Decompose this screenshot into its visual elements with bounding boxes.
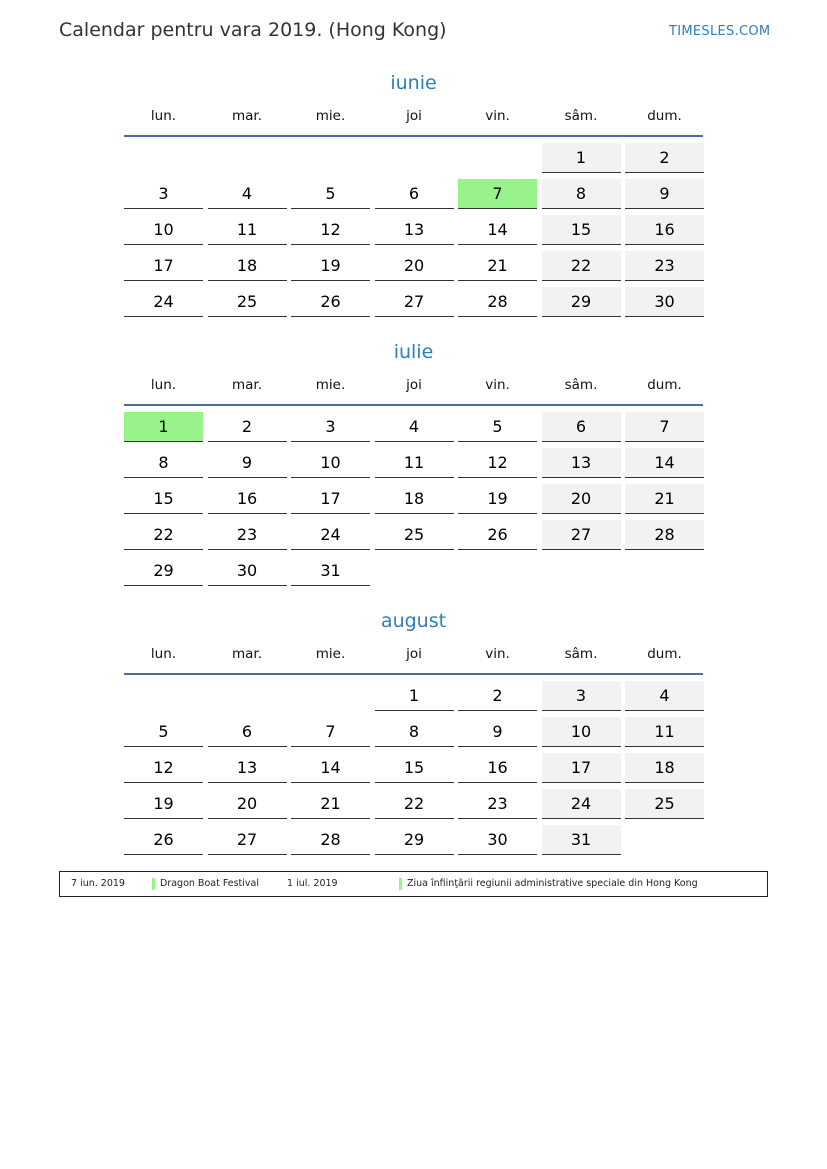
weekday-label: vin. (485, 646, 510, 662)
day-cell[interactable]: 1 (375, 681, 454, 711)
holiday-color-marker (399, 878, 402, 890)
weekday-label: dum. (647, 646, 682, 662)
month-title: iulie (393, 341, 434, 363)
day-cell[interactable]: 6 (208, 717, 287, 747)
day-cell[interactable]: 8 (542, 179, 621, 209)
day-cell[interactable]: 9 (208, 448, 287, 478)
day-cell[interactable]: 23 (458, 789, 537, 819)
legend-holiday-name: Dragon Boat Festival (160, 878, 260, 889)
month-title: august (380, 610, 447, 632)
day-cell[interactable]: 8 (124, 448, 203, 478)
day-cell[interactable]: 8 (375, 717, 454, 747)
weekday-label: joi (406, 646, 422, 662)
day-cell[interactable]: 12 (458, 448, 537, 478)
day-cell[interactable]: 29 (375, 825, 454, 855)
day-cell[interactable]: 11 (375, 448, 454, 478)
day-cell[interactable]: 21 (625, 484, 704, 514)
day-cell[interactable]: 20 (208, 789, 287, 819)
day-cell[interactable]: 17 (124, 251, 203, 281)
day-cell[interactable]: 14 (625, 448, 704, 478)
day-cell[interactable]: 4 (208, 179, 287, 209)
day-cell[interactable]: 25 (208, 287, 287, 317)
day-cell[interactable]: 6 (375, 179, 454, 209)
holiday-day-cell[interactable]: 1 (124, 412, 203, 442)
day-cell[interactable]: 27 (375, 287, 454, 317)
holiday-legend (59, 871, 768, 897)
day-cell[interactable]: 31 (291, 556, 370, 586)
day-cell[interactable]: 10 (542, 717, 621, 747)
day-cell[interactable]: 29 (124, 556, 203, 586)
day-cell[interactable]: 17 (291, 484, 370, 514)
day-cell[interactable]: 11 (208, 215, 287, 245)
weekday-label: joi (406, 377, 422, 393)
day-cell[interactable]: 7 (291, 717, 370, 747)
weekday-label: mie. (315, 108, 346, 124)
day-cell[interactable]: 3 (542, 681, 621, 711)
weekday-label: mar. (231, 646, 263, 662)
weekday-label: lun. (150, 108, 177, 124)
weekday-label: mar. (231, 377, 263, 393)
day-cell[interactable]: 13 (542, 448, 621, 478)
day-cell[interactable]: 15 (542, 215, 621, 245)
day-cell[interactable]: 22 (375, 789, 454, 819)
day-cell[interactable]: 4 (625, 681, 704, 711)
day-cell[interactable]: 1 (542, 143, 621, 173)
day-cell[interactable]: 24 (124, 287, 203, 317)
weekday-header (124, 97, 703, 137)
day-cell[interactable]: 14 (291, 753, 370, 783)
day-cell[interactable]: 19 (458, 484, 537, 514)
weekday-label: lun. (150, 646, 177, 662)
day-cell[interactable]: 25 (375, 520, 454, 550)
day-cell[interactable]: 19 (124, 789, 203, 819)
day-cell[interactable]: 18 (375, 484, 454, 514)
day-cell[interactable]: 9 (625, 179, 704, 209)
day-cell[interactable]: 4 (375, 412, 454, 442)
weekday-label: joi (406, 108, 422, 124)
day-cell[interactable]: 18 (625, 753, 704, 783)
holiday-color-marker (152, 878, 155, 890)
day-cell[interactable]: 17 (542, 753, 621, 783)
weekday-label: mie. (315, 377, 346, 393)
day-cell[interactable]: 15 (124, 484, 203, 514)
day-cell[interactable]: 28 (291, 825, 370, 855)
page-title: Calendar pentru vara 2019. (Hong Kong) (59, 19, 447, 41)
day-cell[interactable]: 22 (124, 520, 203, 550)
day-cell[interactable]: 18 (208, 251, 287, 281)
day-cell[interactable]: 28 (458, 287, 537, 317)
weekday-header (124, 366, 703, 406)
day-cell[interactable]: 28 (625, 520, 704, 550)
day-cell[interactable]: 15 (375, 753, 454, 783)
day-cell[interactable]: 2 (208, 412, 287, 442)
day-cell[interactable]: 2 (458, 681, 537, 711)
day-cell[interactable]: 27 (542, 520, 621, 550)
day-cell[interactable]: 24 (291, 520, 370, 550)
day-cell[interactable]: 25 (625, 789, 704, 819)
weekday-label: mie. (315, 646, 346, 662)
legend-date: 1 iul. 2019 (287, 878, 338, 889)
day-cell[interactable]: 12 (291, 215, 370, 245)
day-cell[interactable]: 11 (625, 717, 704, 747)
brand-link[interactable]: TIMESLES.COM (669, 24, 771, 39)
weekday-label: lun. (150, 377, 177, 393)
day-cell[interactable]: 5 (124, 717, 203, 747)
day-cell[interactable]: 16 (208, 484, 287, 514)
day-cell[interactable]: 7 (625, 412, 704, 442)
day-cell[interactable]: 6 (542, 412, 621, 442)
day-cell[interactable]: 31 (542, 825, 621, 855)
day-cell[interactable]: 23 (625, 251, 704, 281)
day-cell[interactable]: 10 (291, 448, 370, 478)
day-cell[interactable]: 30 (458, 825, 537, 855)
legend-date: 7 iun. 2019 (71, 878, 125, 889)
day-cell[interactable]: 26 (291, 287, 370, 317)
day-cell[interactable]: 27 (208, 825, 287, 855)
weekday-label: dum. (647, 377, 682, 393)
day-cell[interactable]: 10 (124, 215, 203, 245)
day-cell[interactable]: 20 (375, 251, 454, 281)
month-block-august (124, 607, 703, 849)
month-title: iunie (390, 72, 437, 94)
day-cell[interactable]: 12 (124, 753, 203, 783)
month-block-june (124, 69, 703, 311)
weekday-label: sâm. (564, 377, 598, 393)
day-cell[interactable]: 22 (542, 251, 621, 281)
day-cell[interactable]: 13 (208, 753, 287, 783)
weekday-label: dum. (647, 108, 682, 124)
day-cell[interactable]: 5 (458, 412, 537, 442)
day-cell[interactable]: 26 (458, 520, 537, 550)
day-cell[interactable]: 20 (542, 484, 621, 514)
weekday-label: vin. (485, 377, 510, 393)
day-cell[interactable]: 21 (458, 251, 537, 281)
month-block-july (124, 338, 703, 580)
weekday-label: sâm. (564, 108, 598, 124)
weekday-header (124, 635, 703, 675)
day-cell[interactable]: 3 (291, 412, 370, 442)
day-cell[interactable]: 16 (458, 753, 537, 783)
day-cell[interactable]: 9 (458, 717, 537, 747)
legend-holiday-name: Ziua înfiinţării regiunii administrative speciale din Hong Kong (407, 878, 698, 889)
day-cell[interactable]: 30 (625, 287, 704, 317)
day-cell[interactable]: 3 (124, 179, 203, 209)
day-cell[interactable]: 13 (375, 215, 454, 245)
day-cell[interactable]: 21 (291, 789, 370, 819)
weekday-label: sâm. (564, 646, 598, 662)
day-cell[interactable]: 2 (625, 143, 704, 173)
day-cell[interactable]: 23 (208, 520, 287, 550)
day-cell[interactable]: 26 (124, 825, 203, 855)
day-cell[interactable]: 14 (458, 215, 537, 245)
weekday-label: vin. (485, 108, 510, 124)
day-cell[interactable]: 5 (291, 179, 370, 209)
holiday-day-cell[interactable]: 7 (458, 179, 537, 209)
day-cell[interactable]: 16 (625, 215, 704, 245)
day-cell[interactable]: 24 (542, 789, 621, 819)
day-cell[interactable]: 30 (208, 556, 287, 586)
day-cell[interactable]: 29 (542, 287, 621, 317)
day-cell[interactable]: 19 (291, 251, 370, 281)
weekday-label: mar. (231, 108, 263, 124)
